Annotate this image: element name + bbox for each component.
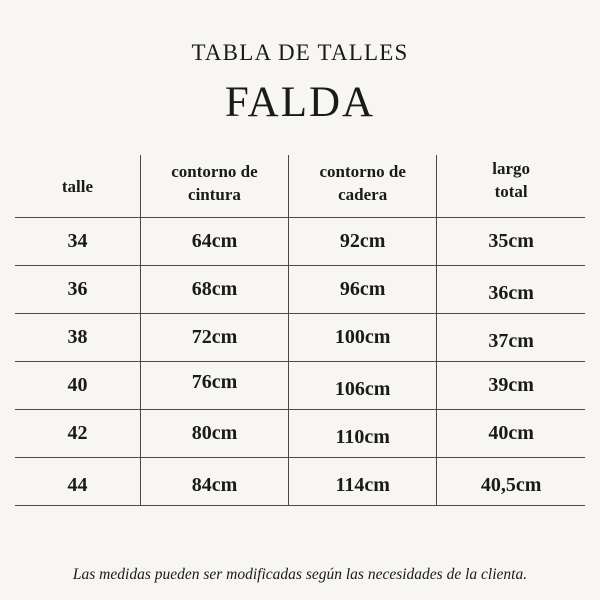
cell-cadera: 110cm	[289, 413, 437, 461]
cell-cadera: 106cm	[289, 365, 437, 413]
column-header-largo-line1: largo	[492, 159, 531, 178]
table-body	[15, 217, 585, 505]
cell-cintura: 64cm	[140, 217, 288, 265]
table-header-row	[15, 155, 585, 217]
table-row	[15, 313, 585, 361]
column-header-largo-line2: total	[494, 181, 528, 201]
cell-cadera: 92cm	[289, 217, 437, 265]
table-row	[15, 265, 585, 313]
cell-largo: 35cm	[437, 217, 585, 265]
cell-largo: 40,5cm	[437, 461, 585, 509]
column-header-cadera-line1: contorno de	[319, 162, 406, 181]
size-table	[15, 155, 585, 506]
cell-cintura: 84cm	[140, 461, 288, 509]
title-block	[0, 0, 600, 127]
cell-cadera: 114cm	[289, 461, 437, 509]
cell-talle: 42	[15, 409, 140, 457]
footnote: Las medidas pueden ser modificadas según las necesidades de la clienta.	[72, 565, 528, 583]
column-header-cadera	[289, 155, 437, 217]
cell-talle: 38	[15, 313, 140, 361]
table-header	[15, 155, 585, 217]
column-header-cadera-line2: cadera	[338, 184, 388, 204]
cell-cadera: 100cm	[289, 313, 437, 361]
cell-cintura: 68cm	[140, 265, 288, 313]
cell-largo: 39cm	[437, 361, 585, 409]
cell-talle: 36	[15, 265, 140, 313]
column-header-talle-line1: talle	[61, 177, 94, 197]
cell-cintura: 72cm	[140, 313, 288, 361]
table-row	[15, 361, 585, 409]
cell-talle: 40	[15, 361, 140, 409]
cell-talle: 34	[15, 217, 140, 265]
cell-largo: 37cm	[437, 317, 585, 365]
table-row	[15, 457, 585, 505]
column-header-cintura-line1: contorno de	[171, 162, 258, 181]
cell-talle: 44	[15, 461, 140, 509]
table-row	[15, 409, 585, 457]
cell-largo: 36cm	[437, 269, 585, 317]
column-header-largo	[437, 155, 585, 217]
page-title-small: TABLA DE TALLES	[191, 40, 409, 65]
cell-cadera: 96cm	[289, 265, 437, 313]
page-title-large: FALDA	[224, 79, 376, 126]
table-row	[15, 217, 585, 265]
column-header-talle	[15, 155, 140, 217]
cell-cintura: 76cm	[140, 358, 288, 406]
column-header-cintura-line2: cintura	[188, 184, 241, 204]
column-header-cintura	[140, 155, 288, 217]
cell-largo: 40cm	[437, 409, 585, 457]
cell-cintura: 80cm	[140, 409, 288, 457]
